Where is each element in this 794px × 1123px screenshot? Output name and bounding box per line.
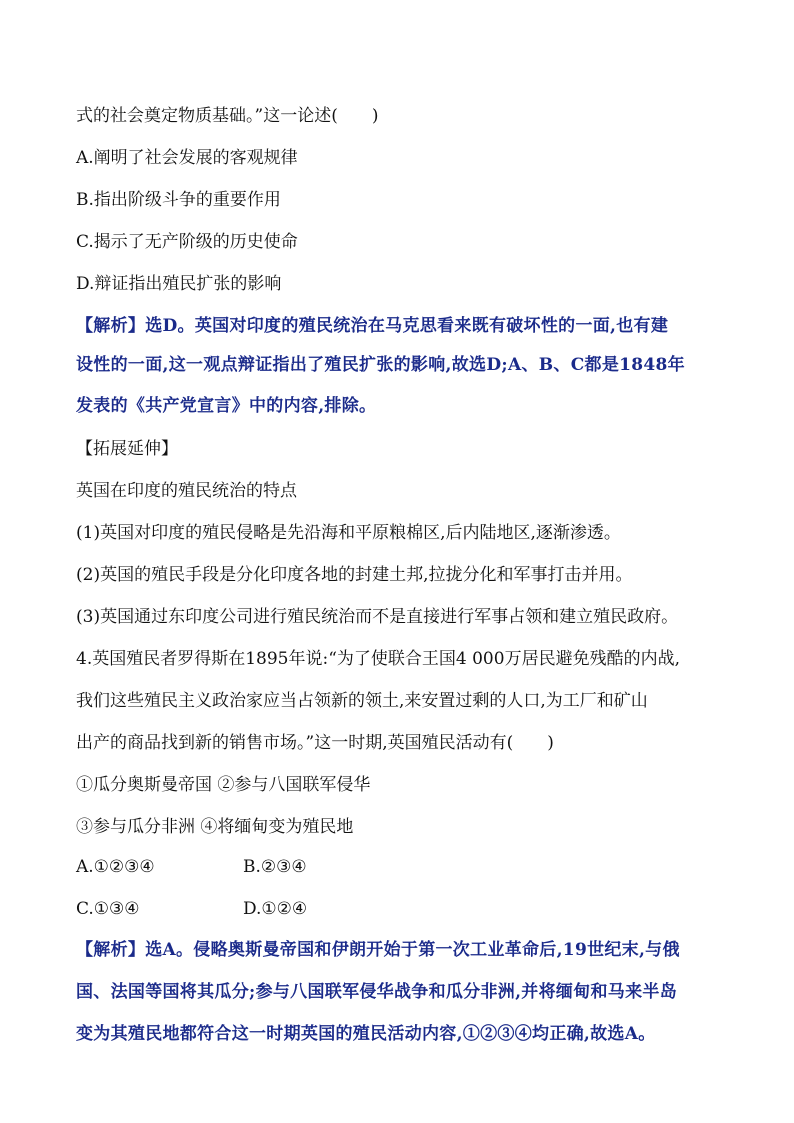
q4-option-c: C.①③④ (76, 899, 140, 919)
q4-option-a: A.①②③④ (76, 857, 155, 877)
q4-stem-line-3: 出产的商品找到新的销售市场。”这一时期,英国殖民活动有( ) (76, 733, 554, 753)
q3-option-c: C.揭示了无产阶级的历史使命 (76, 232, 298, 252)
q4-analysis-line-3: 变为其殖民地都符合这一时期英国的殖民活动内容,①②③④均正确,故选A。 (76, 1024, 656, 1044)
q3-option-b: B.指出阶级斗争的重要作用 (76, 190, 281, 210)
extension-point-2: (2)英国的殖民手段是分化印度各地的封建土邦,拉拢分化和军事打击并用。 (76, 565, 633, 585)
q4-items-line-1: ①瓜分奥斯曼帝国 ②参与八国联军侵华 (76, 775, 371, 795)
q4-analysis-label: 【解析】 (76, 940, 146, 960)
extension-point-3: (3)英国通过东印度公司进行殖民统治而不是直接进行军事占领和建立殖民政府。 (76, 607, 679, 627)
q3-option-d: D.辩证指出殖民扩张的影响 (76, 274, 282, 294)
q4-stem-line-2: 我们这些殖民主义政治家应当占领新的领土,来安置过剩的人口,为工厂和矿山 (76, 691, 648, 711)
extension-title: 英国在印度的殖民统治的特点 (76, 481, 297, 501)
q3-analysis-line-1 (76, 314, 726, 338)
extension-heading: 【拓展延伸】 (76, 439, 178, 459)
q4-analysis-text-1: 选A。侵略奥斯曼帝国和伊朗开始于第一次工业革命后,19世纪末,与俄 (145, 940, 680, 960)
q3-option-a: A.阐明了社会发展的客观规律 (76, 148, 298, 168)
q3-analysis-text-1: 选D。英国对印度的殖民统治在马克思看来既有破坏性的一面,也有建 (145, 316, 669, 336)
q3-analysis-line-3: 发表的《共产党宣言》中的内容,排除。 (76, 396, 377, 416)
q4-option-d: D.①②④ (243, 899, 308, 919)
q4-stem-line-1: 4.英国殖民者罗得斯在1895年说:“为了使联合王国4 000万居民避免残酷的内战, (76, 649, 680, 669)
q3-analysis-label: 【解析】 (76, 316, 146, 336)
q4-analysis-line-1 (76, 938, 726, 962)
q3-stem-tail: 式的社会奠定物质基础。”这一论述( ) (76, 106, 379, 126)
q4-items-line-2: ③参与瓜分非洲 ④将缅甸变为殖民地 (76, 817, 354, 837)
q4-analysis-line-2: 国、法国等国将其瓜分;参与八国联军侵华战争和瓜分非洲,并将缅甸和马来半岛 (76, 982, 677, 1002)
q3-analysis-line-2: 设性的一面,这一观点辩证指出了殖民扩张的影响,故选D;A、B、C都是1848年 (76, 355, 685, 375)
extension-point-1: (1)英国对印度的殖民侵略是先沿海和平原粮棉区,后内陆地区,逐渐渗透。 (76, 523, 621, 543)
q4-option-b: B.②③④ (243, 857, 307, 877)
